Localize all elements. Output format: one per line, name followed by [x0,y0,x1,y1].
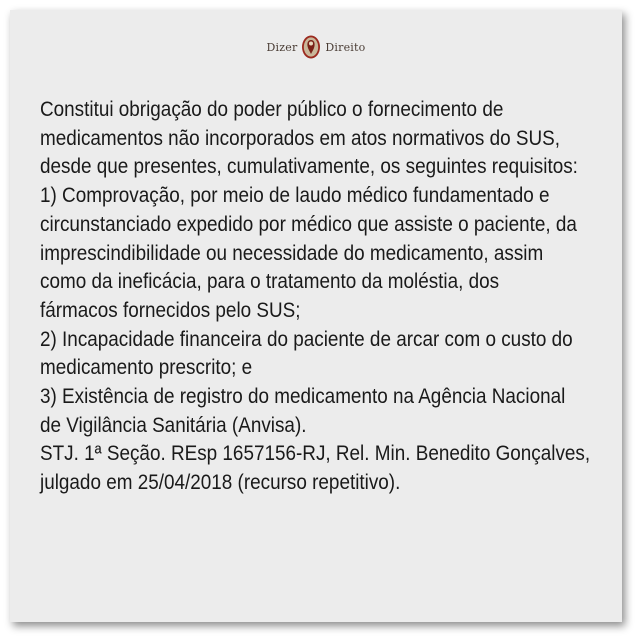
body-text [40,96,612,498]
body-line: Constitui obrigação do poder público o fornecimento de [40,98,504,121]
body-line: como da ineficácia, para o tratamento da moléstia, dos [40,270,500,294]
body-line: de Vigilância Sanitária (Anvisa). [40,413,307,437]
citation-line: julgado em 25/04/2018 (recurso repetitivo). [40,471,401,495]
logo-right-word: Direito [325,40,366,54]
book-seal-icon [300,34,322,60]
body-line: imprescindibilidade ou necessidade do medicamento, assim [40,241,544,265]
document-card [10,10,622,622]
body-line: circunstanciado expedido por médico que assiste o paciente, da [40,212,577,236]
body-line: 1) Comprovação, por meio de laudo médico fundamentado e [40,184,550,208]
logo-left-word: Dizer [266,40,298,54]
body-line: medicamentos não incorporados em atos normativos do SUS, [40,126,561,150]
body-line: 2) Incapacidade financeira do paciente de arcar com o custo do [40,327,573,351]
body-line: desde que presentes, cumulativamente, os seguintes requisitos: [40,155,578,179]
logo [10,32,622,62]
body-line: 3) Existência de registro do medicamento na Agência Nacional [40,385,566,409]
body-line: medicamento prescrito; e [40,356,253,380]
citation-line: STJ. 1ª Seção. REsp 1657156-RJ, Rel. Min. Benedito Gonçalves, [40,442,591,466]
body-line: fármacos fornecidos pelo SUS; [40,298,301,322]
